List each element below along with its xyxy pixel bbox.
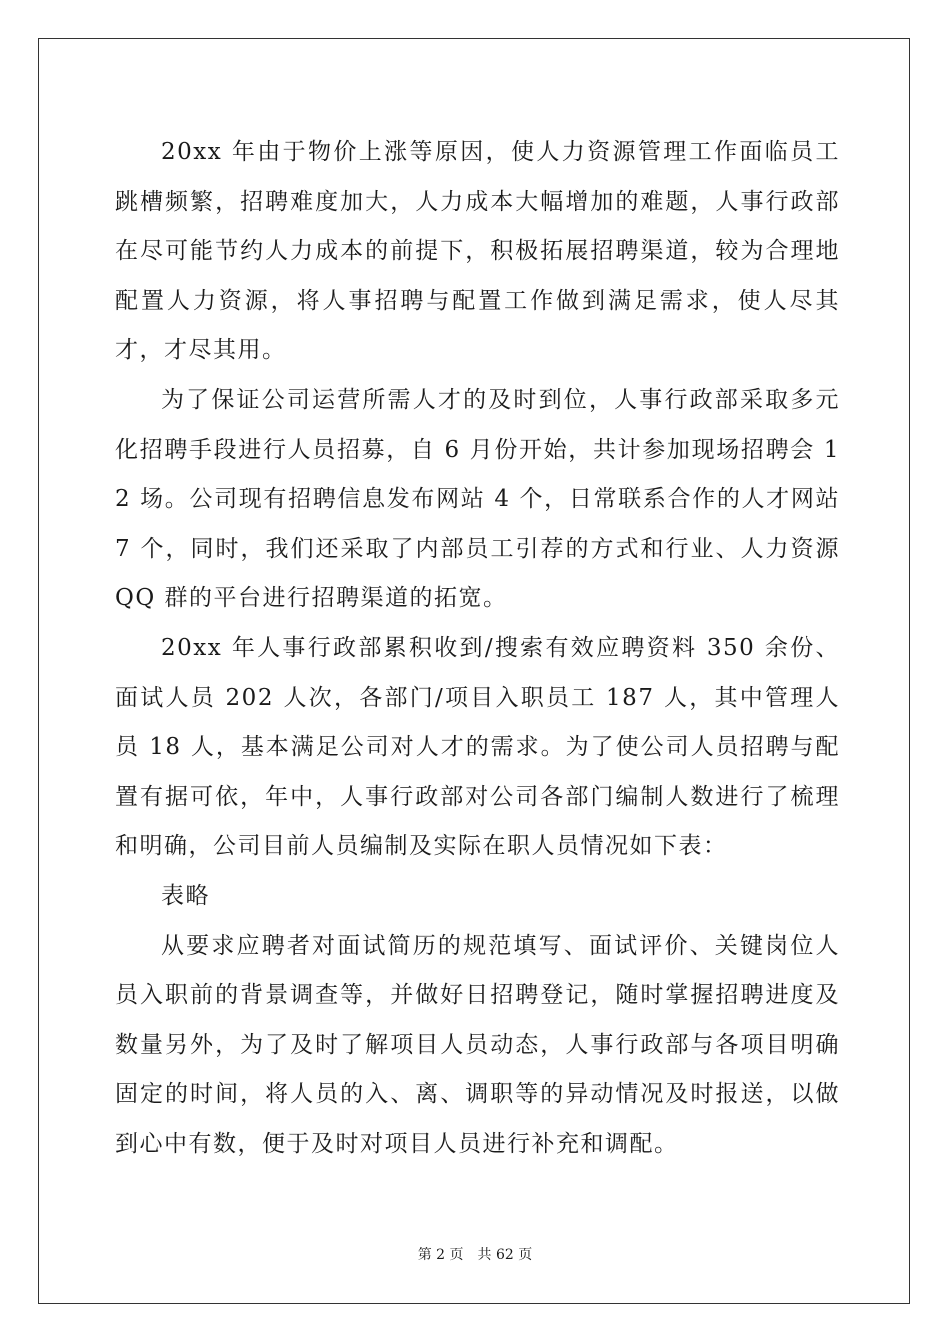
document-body [115, 128, 840, 1169]
paragraph-recruitment-process: 从要求应聘者对面试简历的规范填写、面试评价、关键岗位人员入职前的背景调查等，并做好日招聘登记，随时掌握招聘进度及数量另外，为了及时了解项目人员动态，人事行政部与各项目明确固定的时间，将人员的入、离、调职等的异动情况及时报送，以做到心中有数，便于及时对项目人员进行补充和调配。 [115, 932, 840, 1157]
paragraph-recruitment-statistics: 20xx 年人事行政部累积收到/搜索有效应聘资料 350 余份、面试人员 202 人次，各部门/项目入职员工 187 人，其中管理人员 18 人，基本满足公司对人才的需求。为了使公司人员招聘与配置有据可依，年中，人事行政部对公司各部门编制人数进行了梳理和明确，公司目前人员编制及实际在职人员情况如下表： [115, 634, 840, 860]
total-pages: 共 62 页 [477, 1247, 533, 1263]
paragraph-recruitment-challenges: 20xx 年由于物价上涨等原因，使人力资源管理工作面临员工跳槽频繁，招聘难度加大，人力成本大幅增加的难题，人事行政部在尽可能节约人力成本的前提下，积极拓展招聘渠道，较为合理地配置人力资源，将人事招聘与配置工作做到满足需求，使人尽其才，才尽其用。 [115, 139, 840, 364]
page-footer [0, 1246, 950, 1264]
paragraph-table-omitted: 表略 [161, 882, 210, 909]
page-number: 第 2 页 [417, 1247, 464, 1263]
paragraph-recruitment-channels: 为了保证公司运营所需人才的及时到位，人事行政部采取多元化招聘手段进行人员招募，自 6 月份开始，共计参加现场招聘会 12 场。公司现有招聘信息发布网站 4 个，日常联系合作的人才网站 7 个，同时，我们还采取了内部员工引荐的方式和行业、人力资源 QQ 群的平台进行招聘渠道的拓宽。 [115, 386, 840, 612]
